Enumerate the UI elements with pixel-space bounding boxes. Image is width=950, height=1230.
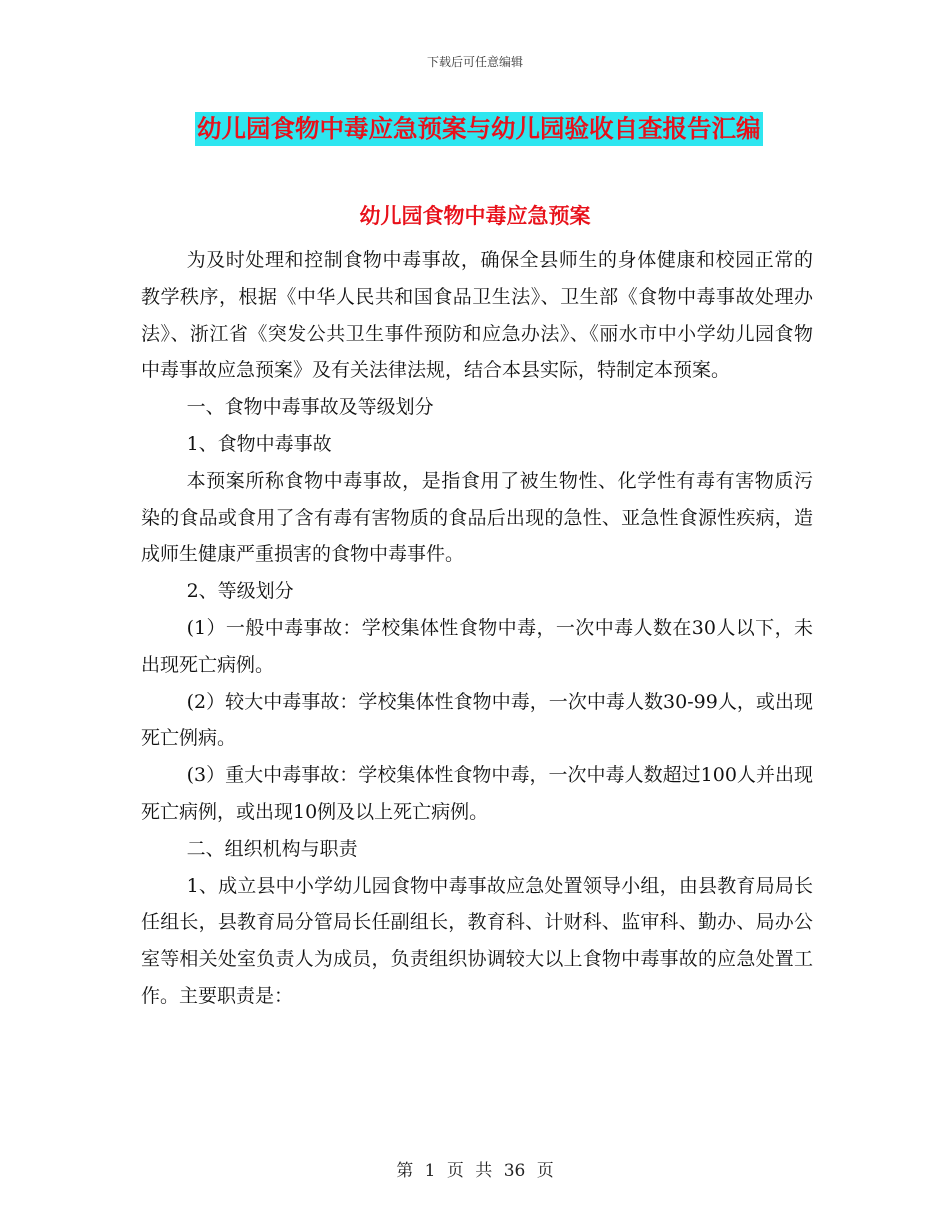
paragraph-grade-1: (1）一般中毒事故：学校集体性食物中毒，一次中毒人数在30人以下，未出现死亡病例。 — [141, 616, 813, 676]
paragraph-grade-2: (2）较大中毒事故：学校集体性食物中毒，一次中毒人数30-99人，或出现死亡例病。 — [141, 690, 813, 750]
document-title: 幼儿园食物中毒应急预案与幼儿园验收自查报告汇编 — [195, 112, 763, 146]
paragraph-definition: 本预案所称食物中毒事故，是指食用了被生物性、化学性有毒有害物质污染的食品或食用了含有毒有害物质的食品后出现的急性、亚急性食源性疾病，造成师生健康严重损害的食物中毒事件。 — [141, 469, 813, 566]
paragraph-grade-3: (3）重大中毒事故：学校集体性食物中毒，一次中毒人数超过100人并出现死亡病例，或出现10例及以上死亡病例。 — [141, 764, 813, 823]
paragraph-intro: 为及时处理和控制食物中毒事故，确保全县师生的身体健康和校园正常的教学秩序，根据《中华人民共和国食品卫生法》、卫生部《食物中毒事故处理办法》、浙江省《突发公共卫生事件预防和应急办法》、《丽水市中小学幼儿园食物中毒事故应急预案》及有关法律法规，结合本县实际，特制定本预案。 — [141, 249, 813, 382]
heading-food-poisoning: 1、食物中毒事故 — [186, 432, 332, 455]
heading-organization: 二、组织机构与职责 — [186, 837, 358, 860]
paragraph-organization: 1、成立县中小学幼儿园食物中毒事故应急处置领导小组，由县教育局局长任组长，县教育局分管局长任副组长，教育科、计财科、监审科、勤办、局办公室等相关处室负责人为成员，负责组织协调较大以上食物中毒事故的应急处置工作。主要职责是： — [141, 874, 813, 1007]
heading-level-1: 一、食物中毒事故及等级划分 — [186, 396, 434, 419]
header-note: 下载后可任意编辑 — [426, 55, 523, 69]
heading-grading: 2、等级划分 — [186, 580, 294, 603]
page-footer: 第 1 页 共 36 页 — [396, 1161, 554, 1181]
section-title: 幼儿园食物中毒应急预案 — [359, 204, 591, 228]
body-text — [141, 242, 813, 1015]
